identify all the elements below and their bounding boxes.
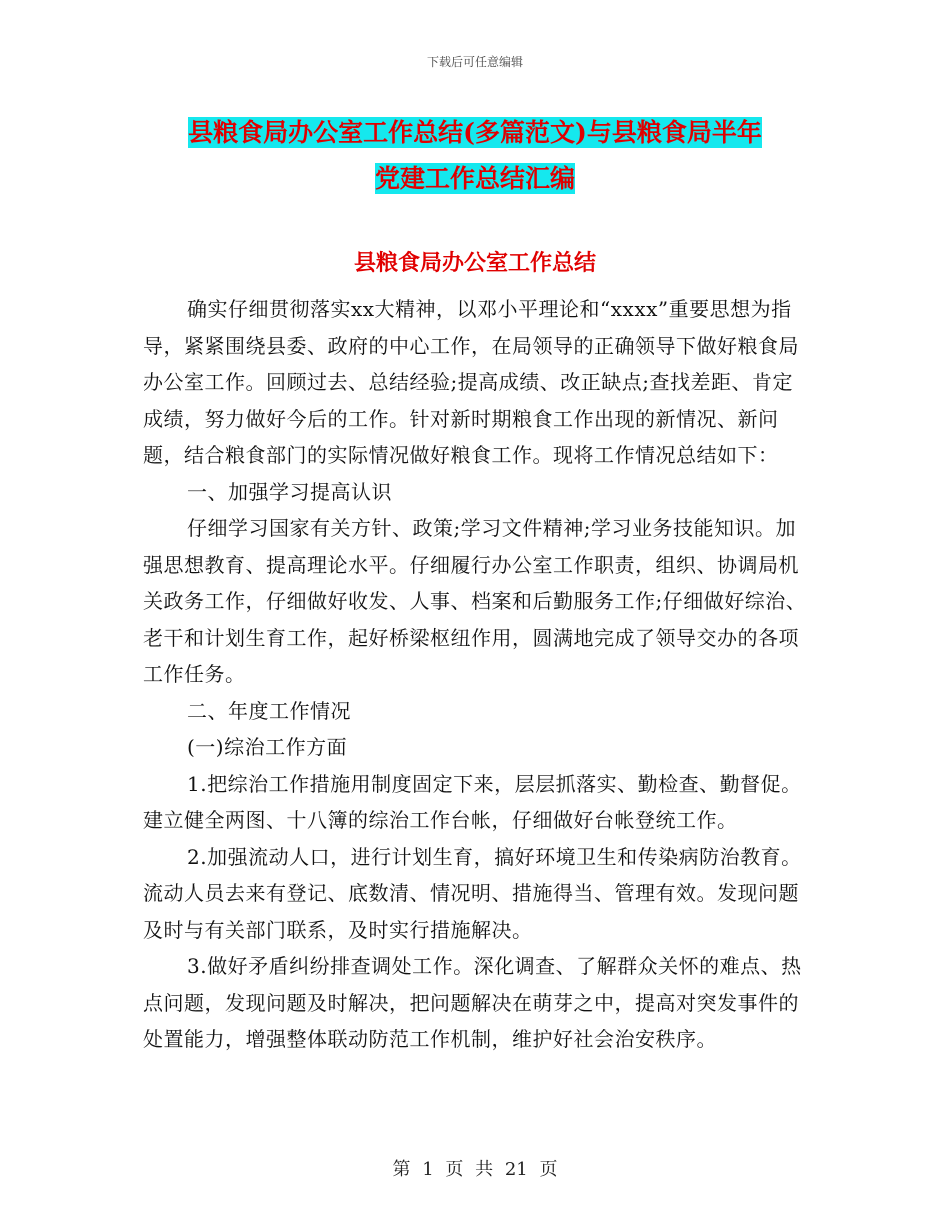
document-body [143, 291, 811, 1058]
paragraph-intro: 确实仔细贯彻落实xx大精神，以邓小平理论和“xxxx”重要思想为指导，紧紧围绕县委、政府的中心工作，在局领导的正确领导下做好粮食局办公室工作。回顾过去、总结经验;提高成绩、改正缺点;查找差距、肯定成绩，努力做好今后的工作。针对新时期粮食工作出现的新情况、新问题，结合粮食部门的实际情况做好粮食工作。现将工作情况总结如下： [143, 297, 799, 467]
section-title: 县粮食局办公室工作总结 [353, 250, 596, 276]
title-line-1: 县粮食局办公室工作总结(多篇范文)与县粮食局半年 [188, 118, 762, 147]
paragraph-item-3: 3.做好矛盾纠纷排查调处工作。深化调查、了解群众关怀的难点、热点问题，发现问题及时解决，把问题解决在萌芽之中，提高对突发事件的处置能力，增强整体联动防范工作机制，维护好社会治安秩序。 [143, 954, 802, 1051]
paragraph-study: 仔细学习国家有关方针、政策;学习文件精神;学习业务技能知识。加强思想教育、提高理论水平。仔细履行办公室工作职责，组织、协调局机关政务工作，仔细做好收发、人事、档案和后勤服务工作;仔细做好综治、老干和计划生育工作，起好桥梁枢纽作用，圆满地完成了领导交办的各项工作任务。 [143, 516, 807, 686]
title-line-2: 党建工作总结汇编 [374, 164, 575, 193]
document-title [0, 110, 950, 202]
heading-comprehensive-governance: (一)综治工作方面 [187, 735, 348, 759]
header-note: 下载后可任意编辑 [426, 55, 523, 69]
heading-annual-work: 二、年度工作情况 [187, 698, 351, 723]
page-footer: 第 1 页 共 21 页 [392, 1159, 558, 1180]
paragraph-item-1: 1.把综治工作措施用制度固定下来，层层抓落实、勤检查、勤督促。建立健全两图、十八簿的综治工作台帐，仔细做好台帐登统工作。 [143, 771, 802, 832]
heading-strengthen-study: 一、加强学习提高认识 [187, 479, 392, 504]
paragraph-item-2: 2.加强流动人口，进行计划生育，搞好环境卫生和传染病防治教育。流动人员去来有登记、底数清、情况明、措施得当、管理有效。发现问题及时与有关部门联系，及时实行措施解决。 [143, 844, 802, 942]
